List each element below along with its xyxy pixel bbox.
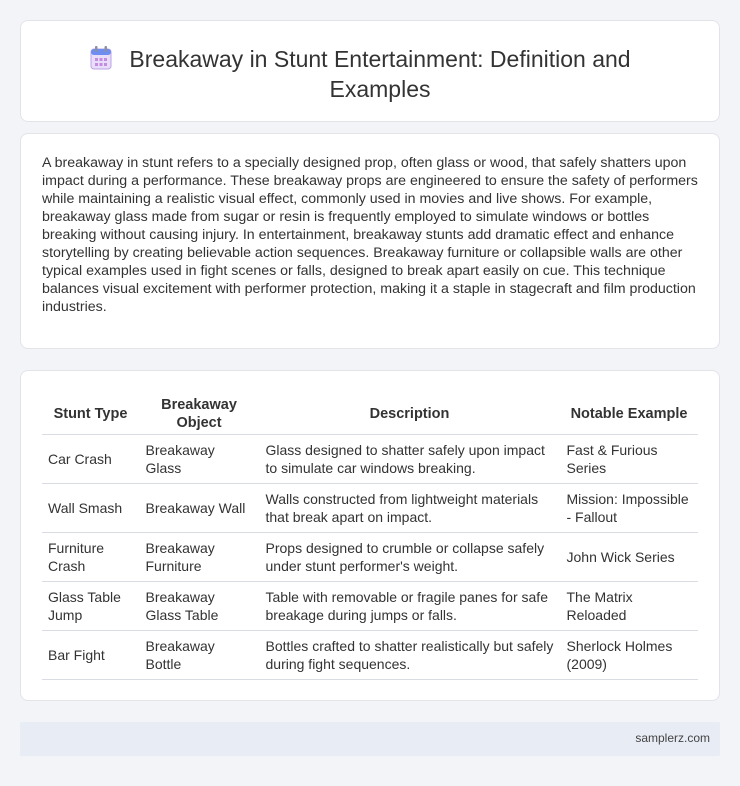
cell-breakaway-object: Breakaway Furniture [139, 533, 259, 582]
cell-notable-example: Fast & Furious Series [560, 435, 698, 484]
footer-bar [20, 722, 720, 756]
cell-description: Bottles crafted to shatter realistically but safely during fight sequences. [259, 631, 560, 680]
cell-notable-example: Mission: Impossible - Fallout [560, 484, 698, 533]
footer-site-link[interactable]: samplerz.com [635, 731, 710, 745]
intro-paragraph: A breakaway in stunt refers to a specially designed prop, often glass or wood, that safely shatters upon impact during a performance. These breakaway props are engineered to ensure the safety of performers while maintaining a realistic visual effect, commonly used in movies and live shows. For example, breakaway glass made from sugar or resin is frequently employed to simulate windows or bottles breaking without causing injury. In entertainment, breakaway stunts add dramatic effect and enhance storytelling by creating believable action sequences. Breakaway furniture or collapsible walls are other typical examples used in fight scenes or falls, designed to break apart easily on cue. This technique balances visual excitement with performer protection, making it a staple in stagecraft and film production industries. [42, 155, 698, 315]
header-breakaway-object: Breakaway Object [139, 391, 259, 435]
stunt-table [42, 391, 698, 680]
header-description: Description [259, 391, 560, 435]
table-row [42, 582, 698, 631]
header-stunt-type: Stunt Type [42, 391, 139, 435]
page-title: Breakaway in Stunt Entertainment: Definition and Examples [129, 46, 631, 102]
table-row [42, 631, 698, 680]
table-row [42, 484, 698, 533]
cell-stunt-type: Glass Table Jump [42, 582, 139, 631]
table-row [42, 435, 698, 484]
cell-stunt-type: Wall Smash [42, 484, 139, 533]
cell-notable-example: John Wick Series [560, 533, 698, 582]
intro-card [20, 133, 720, 349]
cell-notable-example: Sherlock Holmes (2009) [560, 631, 698, 680]
cell-description: Walls constructed from lightweight materials that break apart on impact. [259, 484, 560, 533]
cell-description: Glass designed to shatter safely upon impact to simulate car windows breaking. [259, 435, 560, 484]
table-header-row [42, 391, 698, 435]
cell-notable-example: The Matrix Reloaded [560, 582, 698, 631]
cell-breakaway-object: Breakaway Bottle [139, 631, 259, 680]
table-row [42, 533, 698, 582]
table-card [20, 370, 720, 701]
cell-stunt-type: Bar Fight [42, 631, 139, 680]
title-card [20, 20, 720, 122]
cell-breakaway-object: Breakaway Glass [139, 435, 259, 484]
cell-breakaway-object: Breakaway Wall [139, 484, 259, 533]
header-notable-example: Notable Example [560, 391, 698, 435]
cell-breakaway-object: Breakaway Glass Table [139, 582, 259, 631]
cell-description: Props designed to crumble or collapse safely under stunt performer's weight. [259, 533, 560, 582]
cell-description: Table with removable or fragile panes for safe breakage during jumps or falls. [259, 582, 560, 631]
cell-stunt-type: Car Crash [42, 435, 139, 484]
cell-stunt-type: Furniture Crash [42, 533, 139, 582]
